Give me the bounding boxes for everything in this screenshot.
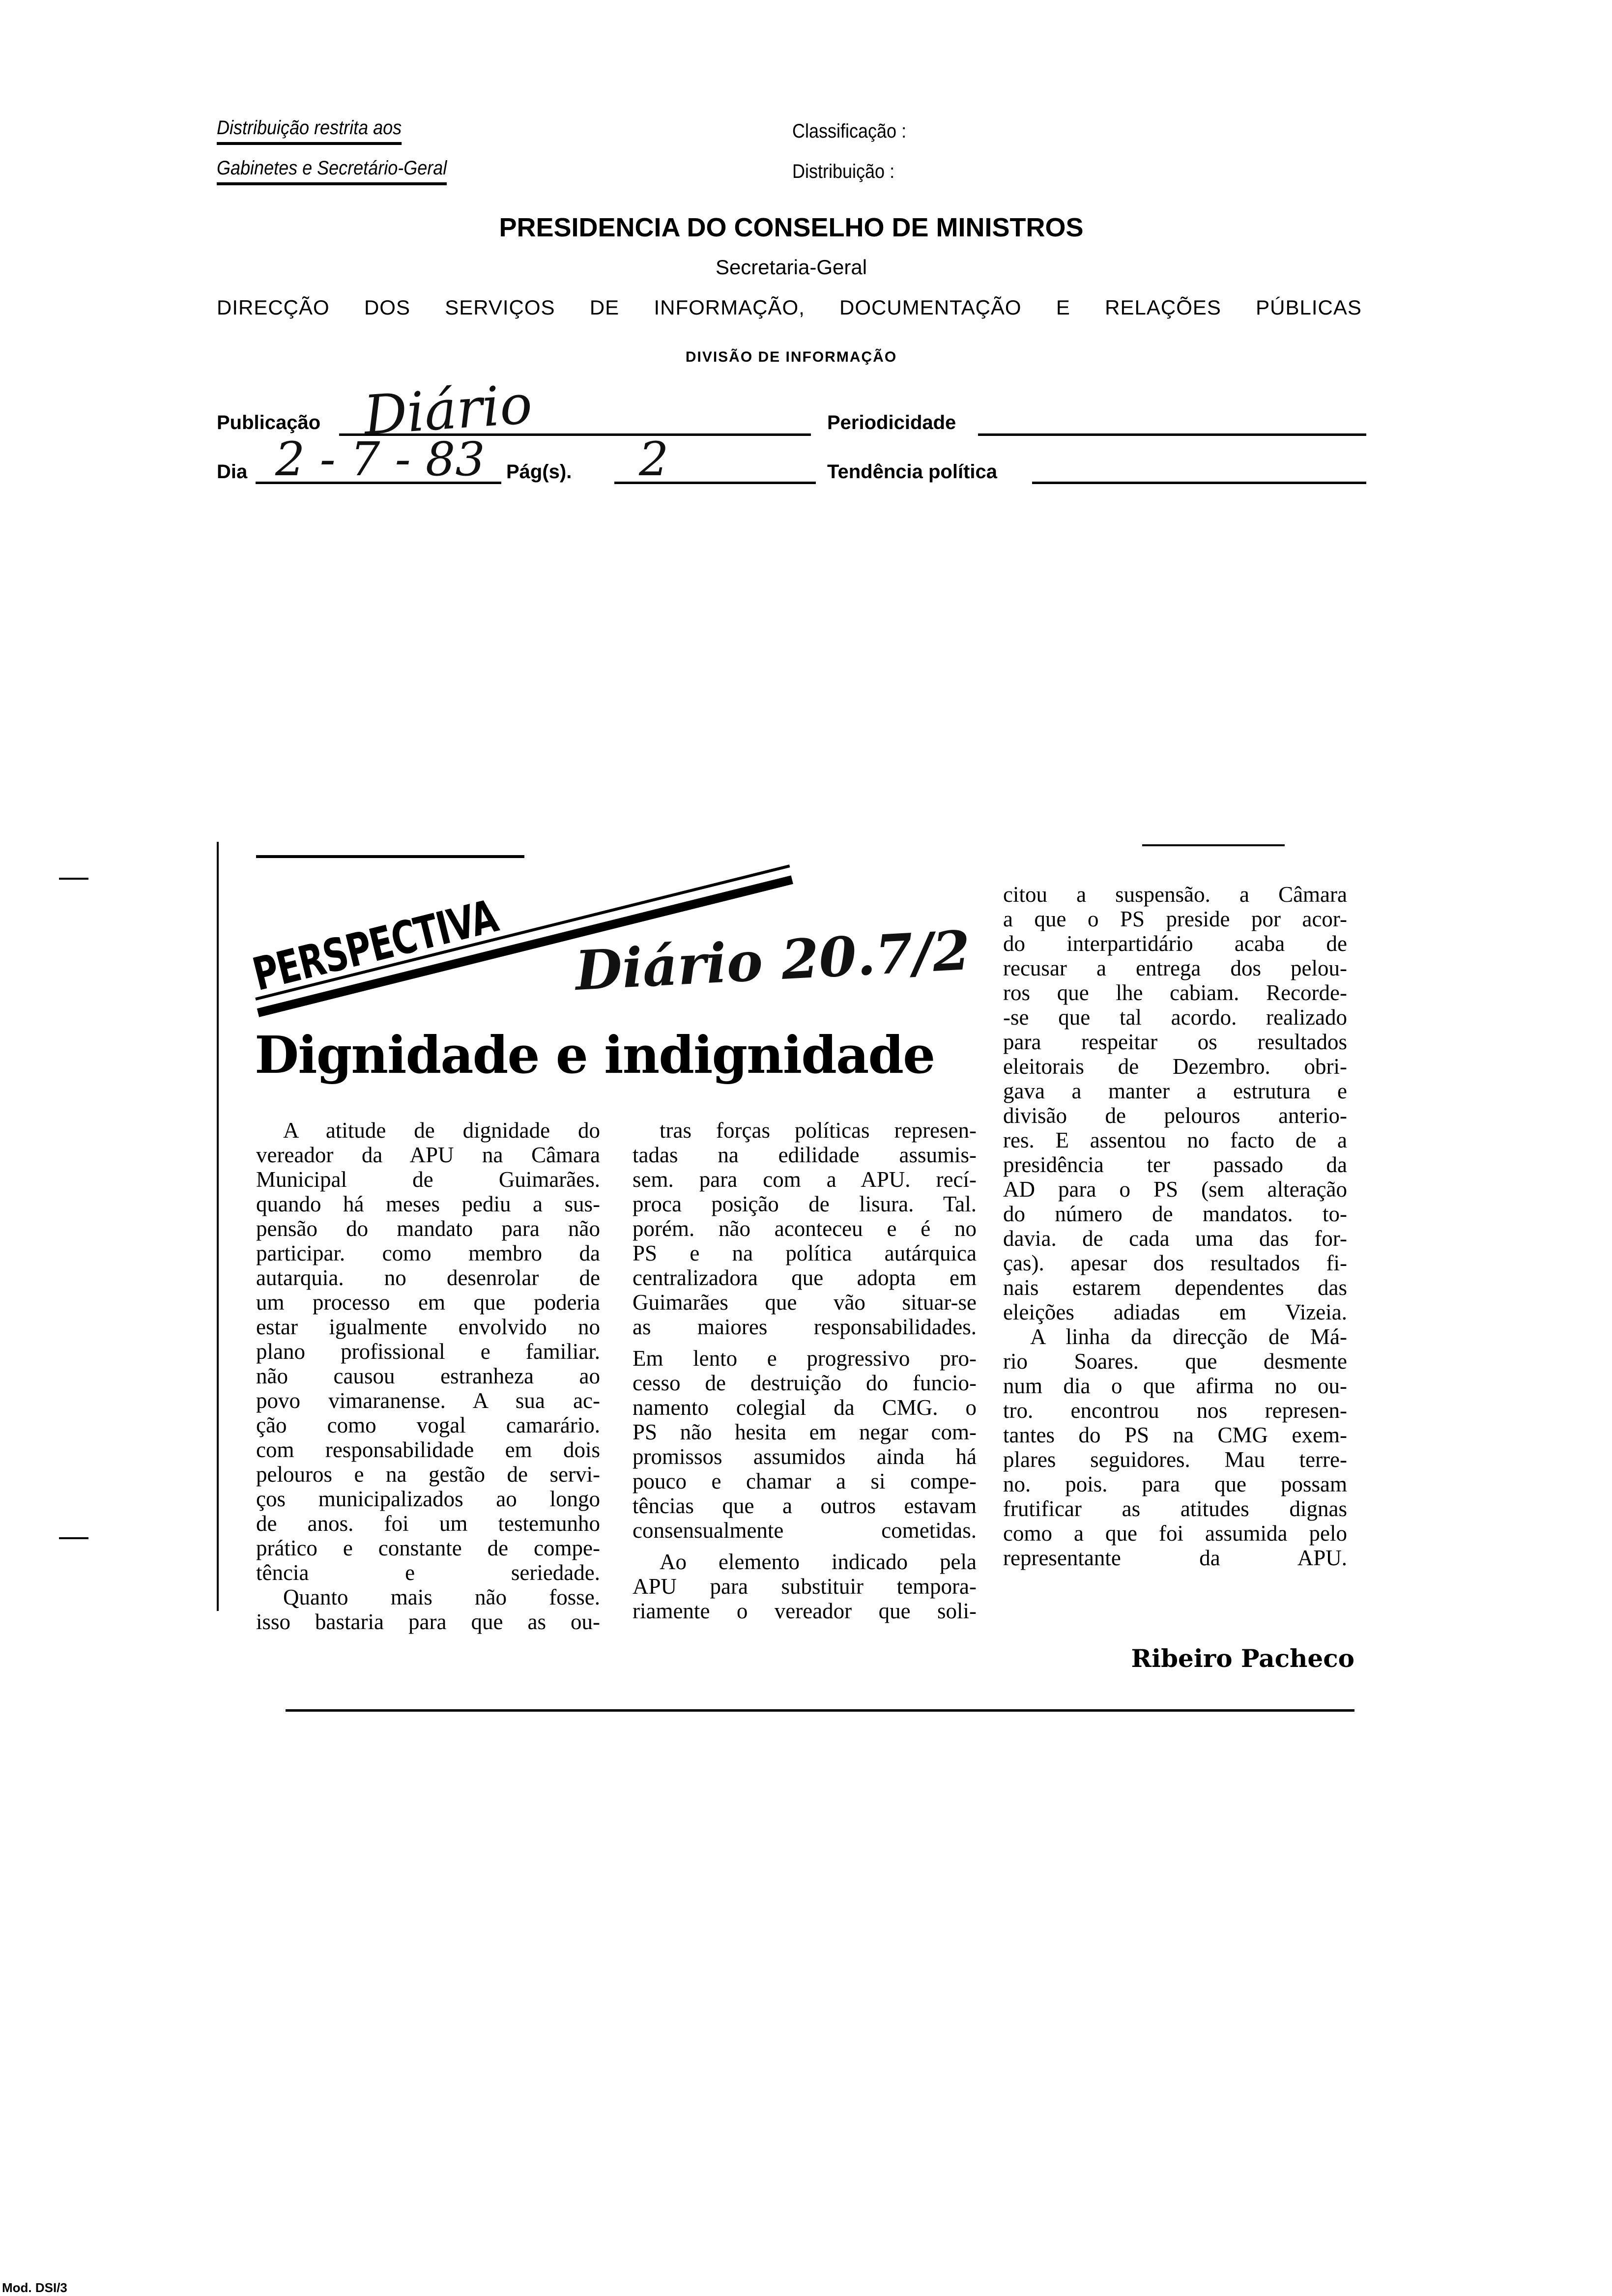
article-text-line: gava a manter a estrutura e [1003,1079,1347,1103]
article-text-line: as maiores responsabilidades. [633,1315,977,1339]
page-title: PRESIDENCIA DO CONSELHO DE MINISTROS [499,213,1084,242]
article-text-line: tro. encontrou nos represen- [1003,1398,1347,1423]
subtitle: Secretaria-Geral [715,256,867,279]
article-text-line: não causou estranheza ao [256,1364,600,1388]
directorate-word: PÚBLICAS [1256,296,1362,319]
article-text-line: APU para substituir tempora- [633,1574,977,1599]
article-text-line: ças). apesar dos resultados fi- [1003,1251,1347,1275]
directorate-word: SERVIÇOS [445,296,555,319]
form-code: Mod. DSI/3 [2,2280,67,2295]
article-text-line: quando há meses pediu a sus- [256,1192,600,1216]
article-text-line: povo vimaranense. A sua ac- [256,1388,600,1413]
article-text-line: ção como vogal camarário. [256,1413,600,1437]
article-text-line: tadas na edilidade assumis- [633,1143,977,1167]
article-text-line: Ao elemento indicado pela [660,1550,977,1574]
article-text-line: consensualmente cometidas. [633,1518,977,1543]
publication-handwritten-value: Diário [361,373,534,447]
political-tendency-label: Tendência política [827,461,997,483]
directorate-word: DOS [364,296,410,319]
handwritten-note: Diário 20.7/2 [574,918,972,1003]
article-text-line: de anos. foi um testemunho [256,1511,600,1536]
article-text-line: frutificar as atitudes dignas [1003,1496,1347,1521]
directorate-word: E [1056,296,1070,319]
article-text-line: tências que a outros estavam [633,1493,977,1518]
article-text-line: com responsabilidade em dois [256,1437,600,1462]
restricted-distribution-line2: Gabinetes e Secretário-Geral [217,157,447,185]
section-label: PERSPECTIVA [248,890,503,1001]
article-text-line: estar igualmente envolvido no [256,1315,600,1339]
directorate-word: DE [589,296,620,319]
article-text-line: PS e na política autárquica [633,1241,977,1265]
article-text-line: isso bastaria para que as ou- [256,1609,600,1634]
article-text-line: ros que lhe cabiam. Recorde- [1003,980,1347,1005]
article-text-line: centralizadora que adopta em [633,1265,977,1290]
article-text-line: representante da APU. [1003,1546,1347,1570]
article-text-line: citou a suspensão. a Câmara [1003,882,1347,907]
periodicity-field[interactable] [978,433,1366,436]
article-text-line: A linha da direcção de Má- [1030,1324,1347,1349]
political-tendency-field[interactable] [1032,482,1366,484]
directorate-word: INFORMAÇÃO, [654,296,805,319]
article-text-line: a que o PS preside por acor- [1003,907,1347,931]
directorate-line [217,296,1362,319]
article-text-line: eleitorais de Dezembro. obri- [1003,1054,1347,1079]
article-text-line: um processo em que poderia [256,1290,600,1315]
scan-mark [59,1537,88,1539]
restricted-distribution-line1: Distribuição restrita aos [217,117,402,145]
article-text-line: proca posição de lisura. Tal. [633,1192,977,1216]
article-text-line: AD para o PS (sem alteração [1003,1177,1347,1202]
article-text-line: res. E assentou no facto de a [1003,1128,1347,1152]
article-text-line: recusar a entrega dos pelou- [1003,956,1347,980]
directorate-word: RELAÇÕES [1105,296,1221,319]
division-label: DIVISÃO DE INFORMAÇÃO [685,349,897,365]
article-text-line: eleições adiadas em Vizeia. [1003,1300,1347,1324]
article-text-line: num dia o que afirma no ou- [1003,1374,1347,1398]
top-rule-left [256,855,524,858]
article-text-line: rio Soares. que desmente [1003,1349,1347,1374]
article-text-line: cesso de destruição do funcio- [633,1371,977,1395]
top-rule-right [1142,844,1285,846]
article-text-line: Quanto mais não fosse. [283,1585,600,1609]
article-text-line: autarquia. no desenrolar de [256,1265,600,1290]
article-text-line: participar. como membro da [256,1241,600,1265]
article-text-line: -se que tal acordo. realizado [1003,1005,1347,1030]
article-headline: Dignidade e indignidade [255,1025,935,1085]
article-text-line: riamente o vereador que soli- [633,1599,977,1623]
article-column-1 [256,1118,600,1634]
article-text-line: tantes do PS na CMG exem- [1003,1423,1347,1447]
article-text-line: pensão do mandato para não [256,1216,600,1241]
distribution-label: Distribuição : [792,161,895,182]
article-text-line: plano profissional e familiar. [256,1339,600,1364]
article-text-line: divisão de pelouros anterio- [1003,1103,1347,1128]
article-text-line: vereador da APU na Câmara [256,1143,600,1167]
article-text-line: como a que foi assumida pelo [1003,1521,1347,1546]
article-text-line: promissos assumidos ainda há [633,1444,977,1469]
article-text-line: tras forças políticas represen- [660,1118,977,1143]
article-column-2 [633,1118,977,1623]
article-text-line: porém. não aconteceu e é no [633,1216,977,1241]
bottom-rule [286,1709,1354,1712]
pages-handwritten-value: 2 [639,432,669,487]
article-text-line: nais estarem dependentes das [1003,1275,1347,1300]
directorate-word: DOCUMENTAÇÃO [839,296,1022,319]
article-text-line: plares seguidores. Mau terre- [1003,1447,1347,1472]
article-text-line: Guimarães que vão situar-se [633,1290,977,1315]
directorate-word: DIRECÇÃO [217,296,330,319]
article-text-line: no. pois. para que possam [1003,1472,1347,1496]
article-author: Ribeiro Pacheco [1131,1644,1354,1673]
article-text-line: pouco e chamar a si compe- [633,1469,977,1493]
article-text-line: sem. para com a APU. recí- [633,1167,977,1192]
article-text-line: pelouros e na gestão de servi- [256,1462,600,1487]
article-text-line: namento colegial da CMG. o [633,1395,977,1420]
publication-label: Publicação [217,412,321,433]
paragraph-gap [633,1339,977,1346]
article-column-3 [1003,882,1347,1570]
clipping-left-border [217,842,219,1611]
article-text-line: davia. de cada uma das for- [1003,1226,1347,1251]
article-text-line: Em lento e progressivo pro- [633,1346,977,1371]
day-label: Dia [217,461,248,483]
article-text-line: tência e seriedade. [256,1560,600,1585]
article-text-line: do interpartidário acaba de [1003,931,1347,956]
article-text-line: PS não hesita em negar com- [633,1420,977,1444]
article-text-line: presidência ter passado da [1003,1152,1347,1177]
paragraph-gap [633,1543,977,1550]
article-text-line: A atitude de dignidade do [283,1118,600,1143]
article-text-line: Municipal de Guimarães. [256,1167,600,1192]
classification-label: Classificação : [792,120,907,142]
scan-mark [59,878,88,880]
article-text-line: do número de mandatos. to- [1003,1202,1347,1226]
day-handwritten-value: 2 - 7 - 83 [275,432,485,487]
article-text-line: prático e constante de compe- [256,1536,600,1560]
article-text-line: ços municipalizados ao longo [256,1487,600,1511]
article-text-line: para respeitar os resultados [1003,1030,1347,1054]
periodicity-label: Periodicidade [827,412,956,433]
pages-label: Pág(s). [506,461,572,483]
